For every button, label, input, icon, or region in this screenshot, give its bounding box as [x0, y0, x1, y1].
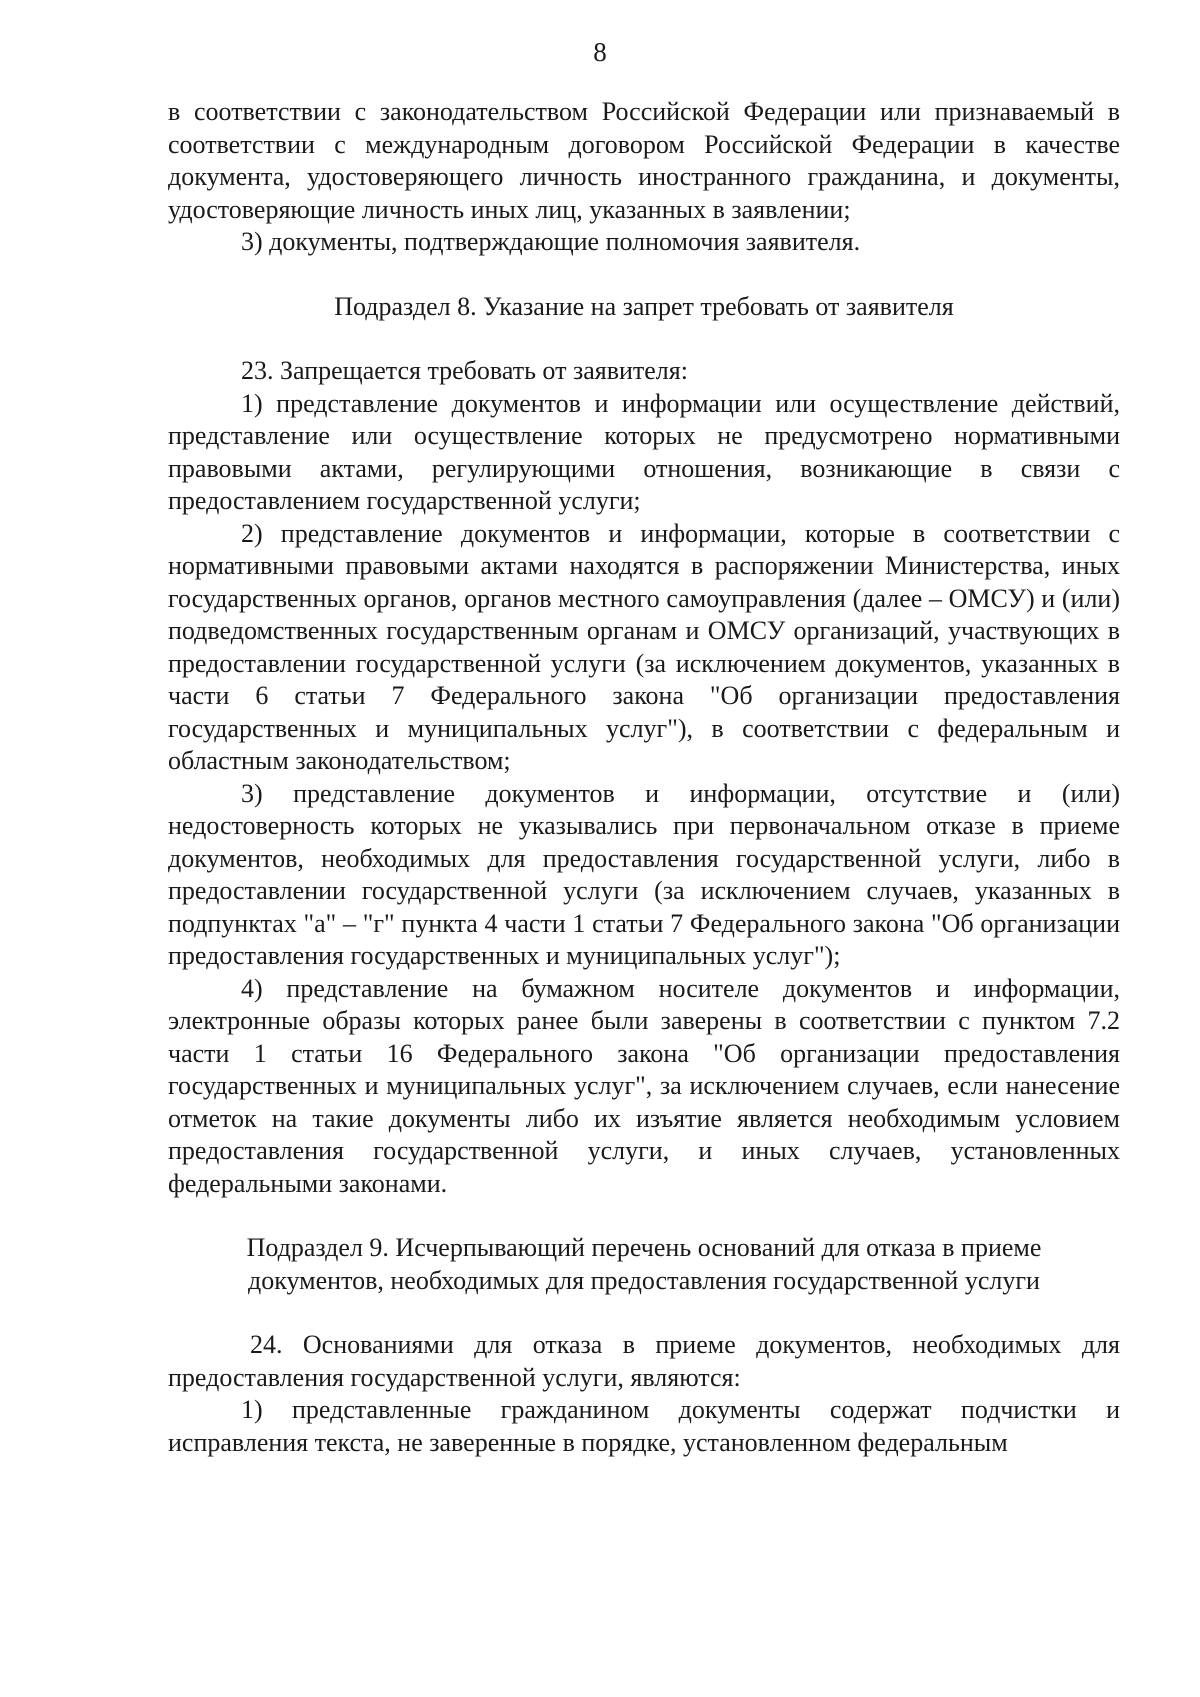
clause-23-item-1: 1) представление документов и информации или осуществление действий, представление или осуществление которых не предусмотрено нормативными правовыми актами, регулирующими отношения, возникающие в связи с предоставлением государственной услуги;: [168, 388, 1120, 515]
page-number: 8: [593, 37, 607, 67]
paragraph-authority-documents: 3) документы, подтверждающие полномочия заявителя.: [241, 227, 861, 256]
clause-23-item-4: 4) представление на бумажном носителе документов и информации, электронные образы которых ранее были заверены в соответствии с пунктом 7.2 части 1 статьи 16 Федерального закона "Об организации предоставления государственных и муниципальных услуг", за исключением случаев, если нанесение отметок на такие документы либо их изъятие является необходимым условием предоставления государственной услуги, и иных случаев, установленных федеральными законами.: [168, 973, 1120, 1198]
subsection-8-heading: Подраздел 8. Указание на запрет требовать от заявителя: [334, 291, 954, 321]
document-body: [168, 96, 1120, 1459]
clause-24: 24. Основаниями для отказа в приеме документов, необходимых для предоставления государственной услуги, являются:: [168, 1330, 1120, 1392]
spacer: [168, 1297, 1120, 1329]
subsection-9-heading-line-1: Подраздел 9. Исчерпывающий перечень оснований для отказа в приеме: [246, 1233, 1042, 1262]
clause-23-item-3: 3) представление документов и информации, отсутствие и (или) недостоверность которых не указывались при первоначальном отказе в приеме документов, необходимых для предоставления государственной услуги, либо в предоставлении государственной услуги (за исключением случаев, указанных в подпунктах "а" – "г" пункта 4 части 1 статьи 7 Федерального закона "Об организации предоставления государственных и муниципальных услуг");: [168, 778, 1120, 970]
clause-23-item-2: 2) представление документов и информации, которые в соответствии с нормативными правовыми актами находятся в распоряжении Министерства, иных государственных органов, органов местного самоуправления (далее – ОМСУ) и (или) подведомственных государственным органам и ОМСУ организаций, участвующих в предоставлении государственной услуги (за исключением документов, указанных в части 6 статьи 7 Федерального закона "Об организации предоставления государственных и муниципальных услуг"), в соответствии с федеральным и областным законодательством;: [168, 518, 1120, 775]
paragraph-identity-documents: в соответствии с законодательством Российской Федерации или признаваемый в соответствии с международным договором Российской Федерации в качестве документа, удостоверяющего личность иностранного гражданина, и документы, удостоверяющие личность иных лиц, указанных в заявлении;: [168, 97, 1120, 224]
clause-24-item-1: 1) представленные гражданином документы содержат подчистки и исправления текста, не заверенные в порядке, установленном федеральным: [168, 1395, 1120, 1457]
spacer: [168, 1200, 1120, 1232]
subsection-9-heading: [168, 1232, 1120, 1297]
clause-23: 23. Запрещается требовать от заявителя:: [241, 356, 688, 385]
spacer: [168, 259, 1120, 291]
spacer: [168, 323, 1120, 355]
subsection-9-heading-line-2: документов, необходимых для предоставления государственной услуги: [248, 1265, 1040, 1295]
